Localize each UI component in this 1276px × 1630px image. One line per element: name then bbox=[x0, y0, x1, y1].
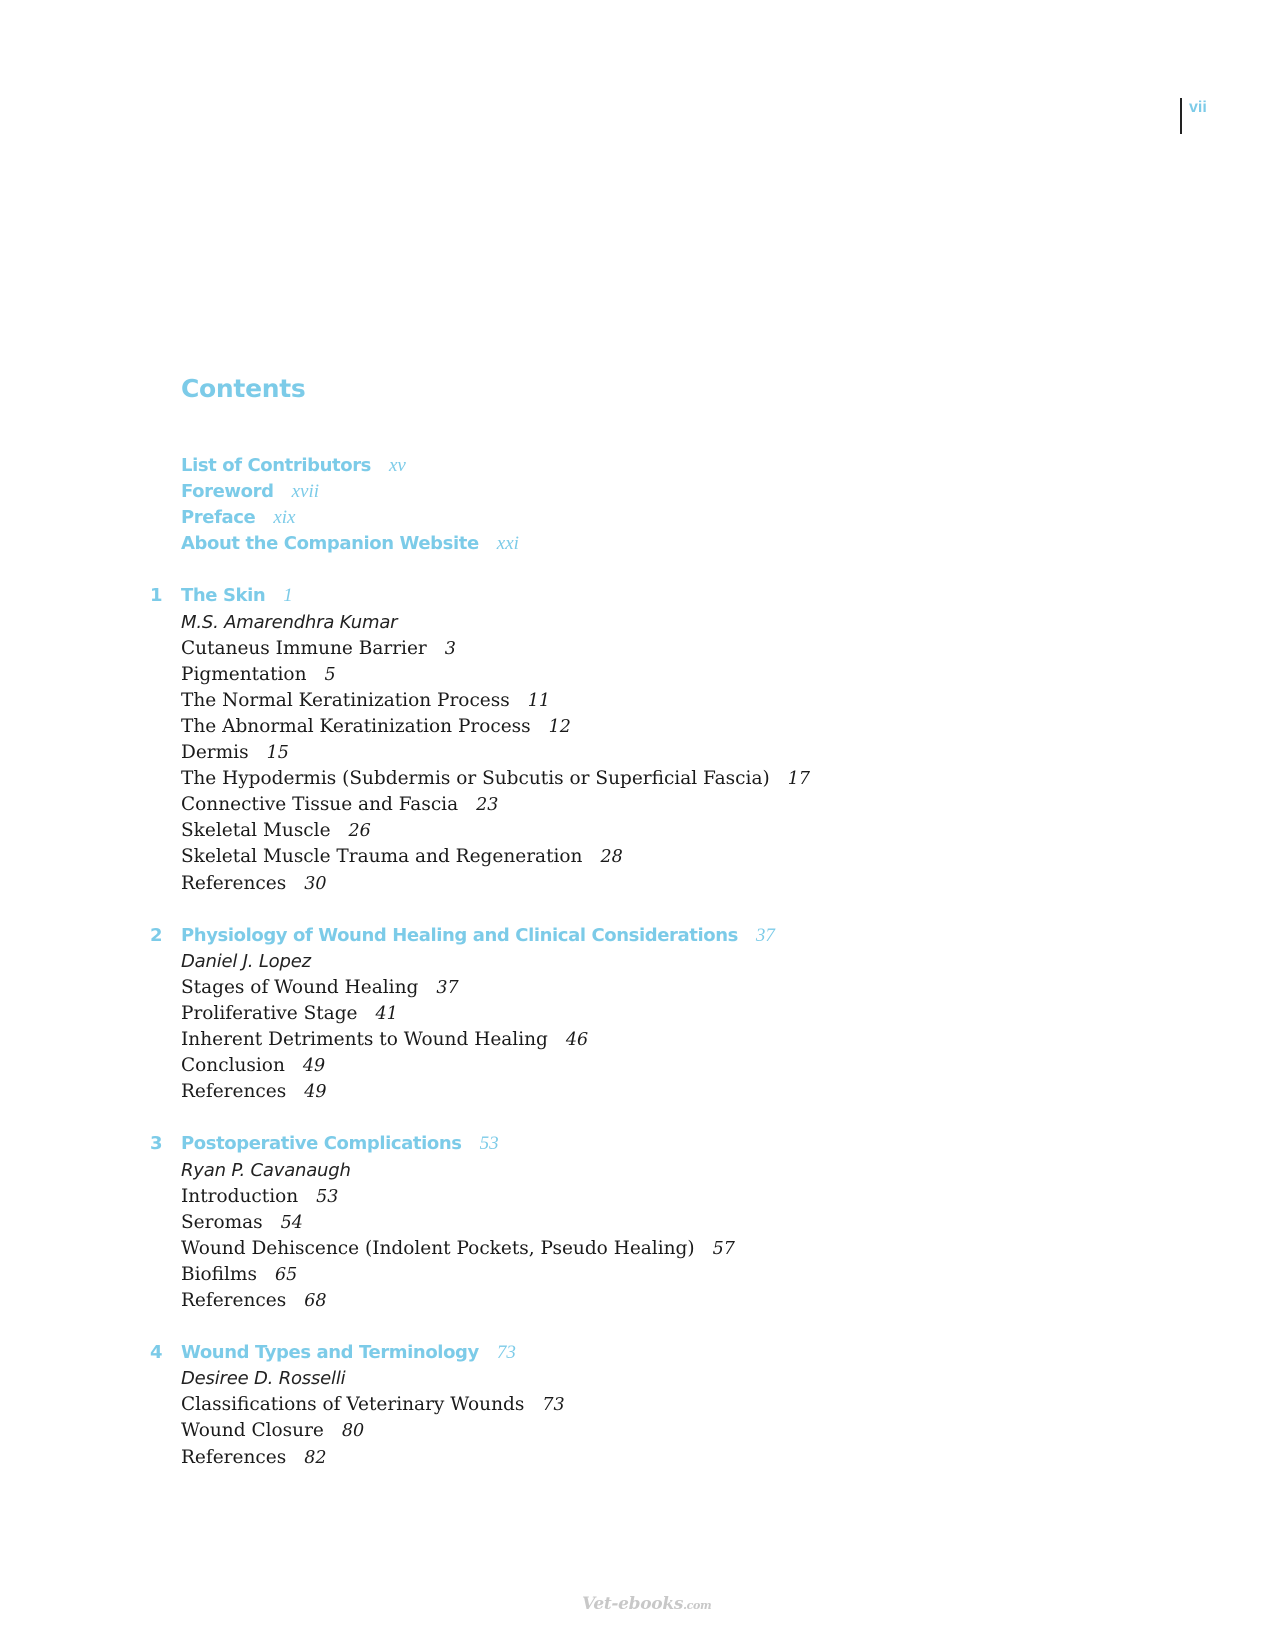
author-entry bbox=[181, 610, 397, 637]
section-item bbox=[0, 1001, 1276, 1027]
chapter-entry bbox=[181, 1131, 499, 1158]
section-item bbox=[0, 844, 1276, 870]
section-title: References bbox=[181, 872, 287, 894]
section-page: 3 bbox=[444, 638, 456, 659]
front-matter-page: xxi bbox=[496, 533, 519, 555]
author-name: Ryan P. Cavanaugh bbox=[181, 1159, 351, 1181]
chapter-title: The Skin bbox=[181, 585, 266, 607]
section-entry bbox=[181, 1079, 326, 1106]
section-item bbox=[0, 1418, 1276, 1444]
section-page: 26 bbox=[348, 821, 371, 842]
section-entry bbox=[181, 1236, 735, 1263]
section-page: 68 bbox=[304, 1291, 327, 1311]
section-item bbox=[0, 688, 1276, 714]
section-title: Skeletal Muscle Trauma and Regeneration bbox=[181, 846, 583, 868]
section-page: 54 bbox=[280, 1212, 303, 1233]
section-page: 82 bbox=[304, 1447, 327, 1468]
section-page: 37 bbox=[436, 977, 459, 998]
section-page: 15 bbox=[266, 743, 289, 764]
section-entry bbox=[181, 1210, 303, 1237]
section-item bbox=[0, 740, 1276, 766]
front-matter-entry bbox=[181, 453, 406, 480]
chapter-entry bbox=[181, 583, 293, 610]
section-entry bbox=[181, 1053, 325, 1080]
section-item bbox=[0, 1184, 1276, 1210]
section-item bbox=[0, 871, 1276, 897]
section-entry bbox=[181, 662, 336, 689]
section-title: The Abnormal Keratinization Process bbox=[181, 715, 531, 737]
section-page: 57 bbox=[712, 1238, 735, 1259]
section-page: 49 bbox=[302, 1056, 326, 1077]
front-matter-item bbox=[0, 531, 1276, 557]
section-page: 11 bbox=[527, 690, 551, 711]
front-matter-page: xv bbox=[389, 455, 406, 476]
section-entry bbox=[181, 1262, 297, 1289]
section-title: Biofilms bbox=[181, 1263, 257, 1285]
section-page: 12 bbox=[548, 716, 571, 737]
section-page: 41 bbox=[375, 1003, 398, 1024]
chapter-title: Postoperative Complications bbox=[181, 1133, 462, 1155]
chapter-number: 2 bbox=[150, 924, 163, 946]
front-matter-page: xix bbox=[273, 507, 296, 529]
front-matter-entry bbox=[181, 479, 319, 506]
section-entry bbox=[181, 1445, 326, 1472]
front-matter-item bbox=[0, 453, 1276, 479]
front-matter-title: List of Contributors bbox=[181, 455, 371, 476]
chapter-author bbox=[0, 949, 1276, 975]
watermark-logo: Vet-ebooks.com bbox=[582, 1594, 712, 1614]
front-matter-page: xvii bbox=[291, 481, 320, 503]
author-entry bbox=[181, 1158, 351, 1185]
chapter-page: 37 bbox=[755, 924, 775, 946]
section-entry bbox=[181, 844, 623, 871]
page-number: vii bbox=[1180, 98, 1207, 134]
section-entry bbox=[181, 818, 371, 845]
spacer bbox=[0, 557, 1276, 583]
section-page: 65 bbox=[274, 1264, 298, 1285]
author-entry bbox=[181, 949, 311, 976]
section-title: Skeletal Muscle bbox=[181, 820, 331, 842]
spacer bbox=[0, 897, 1276, 923]
section-title: Classifications of Veterinary Wounds bbox=[181, 1394, 525, 1416]
section-item bbox=[0, 975, 1276, 1001]
chapter-heading bbox=[0, 583, 1276, 609]
front-matter-item bbox=[0, 505, 1276, 531]
section-title: Connective Tissue and Fascia bbox=[181, 794, 459, 816]
section-page: 46 bbox=[565, 1030, 589, 1051]
chapter-author bbox=[0, 1158, 1276, 1184]
section-title: Introduction bbox=[181, 1185, 299, 1207]
section-page: 73 bbox=[542, 1395, 565, 1416]
section-entry bbox=[181, 766, 810, 793]
author-entry bbox=[181, 1366, 345, 1393]
chapter-author bbox=[0, 610, 1276, 636]
section-page: 80 bbox=[341, 1421, 365, 1442]
section-page: 17 bbox=[787, 769, 810, 790]
section-entry bbox=[181, 714, 571, 741]
chapter-heading bbox=[0, 923, 1276, 949]
section-item bbox=[0, 662, 1276, 688]
section-page: 49 bbox=[304, 1082, 327, 1103]
chapter-page: 1 bbox=[283, 585, 293, 607]
section-entry bbox=[181, 1288, 326, 1315]
section-entry bbox=[181, 688, 550, 715]
spacer bbox=[0, 1105, 1276, 1131]
section-title: References bbox=[181, 1081, 287, 1103]
section-page: 5 bbox=[324, 664, 336, 685]
author-name: Desiree D. Rosselli bbox=[181, 1368, 346, 1390]
section-entry bbox=[181, 636, 456, 663]
spacer bbox=[0, 1314, 1276, 1340]
chapter-number: 1 bbox=[150, 585, 163, 607]
section-title: Dermis bbox=[181, 742, 249, 764]
front-matter-entry bbox=[181, 531, 519, 558]
contents-heading: Contents bbox=[181, 374, 306, 403]
section-item bbox=[0, 1079, 1276, 1105]
chapter-page: 73 bbox=[496, 1342, 516, 1364]
chapter-title: Physiology of Wound Healing and Clinical Considerations bbox=[181, 924, 738, 946]
chapter-number: 4 bbox=[150, 1342, 163, 1364]
section-title: Wound Closure bbox=[181, 1420, 324, 1442]
section-title: Proliferative Stage bbox=[181, 1002, 358, 1024]
table-of-contents bbox=[0, 453, 1276, 1471]
chapter-title: Wound Types and Terminology bbox=[181, 1342, 479, 1364]
section-title: The Normal Keratinization Process bbox=[181, 689, 510, 711]
section-item bbox=[0, 818, 1276, 844]
front-matter-entry bbox=[181, 505, 296, 532]
section-item bbox=[0, 1288, 1276, 1314]
section-page: 28 bbox=[600, 847, 623, 868]
chapter-entry bbox=[181, 923, 775, 950]
section-entry bbox=[181, 1418, 364, 1445]
section-item bbox=[0, 1392, 1276, 1418]
section-title: Stages of Wound Healing bbox=[181, 976, 419, 998]
section-entry bbox=[181, 792, 498, 819]
section-title: Inherent Detriments to Wound Healing bbox=[181, 1029, 548, 1051]
author-name: Daniel J. Lopez bbox=[181, 950, 311, 972]
section-item bbox=[0, 714, 1276, 740]
section-title: References bbox=[181, 1290, 287, 1311]
section-page: 53 bbox=[316, 1186, 339, 1207]
section-entry bbox=[181, 1184, 338, 1211]
section-title: References bbox=[181, 1446, 287, 1468]
section-item bbox=[0, 1210, 1276, 1236]
front-matter-title: About the Companion Website bbox=[181, 533, 479, 555]
section-item bbox=[0, 766, 1276, 792]
section-title: The Hypodermis (Subdermis or Subcutis or Superficial Fascia) bbox=[181, 768, 770, 790]
section-entry bbox=[181, 975, 459, 1002]
section-item bbox=[0, 1262, 1276, 1288]
chapter-number: 3 bbox=[150, 1133, 163, 1155]
section-title: Conclusion bbox=[181, 1055, 285, 1077]
section-entry bbox=[181, 740, 289, 767]
section-page: 23 bbox=[476, 795, 499, 816]
chapter-heading bbox=[0, 1131, 1276, 1157]
front-matter-title: Preface bbox=[181, 507, 256, 529]
section-title: Pigmentation bbox=[181, 663, 307, 685]
section-item bbox=[0, 636, 1276, 662]
section-page: 30 bbox=[304, 873, 327, 894]
chapter-entry bbox=[181, 1340, 516, 1367]
section-item bbox=[0, 792, 1276, 818]
section-title: Cutaneus Immune Barrier bbox=[181, 637, 427, 659]
section-item bbox=[0, 1027, 1276, 1053]
front-matter-item bbox=[0, 479, 1276, 505]
section-entry bbox=[181, 1027, 588, 1054]
section-item bbox=[0, 1053, 1276, 1079]
section-item bbox=[0, 1445, 1276, 1471]
chapter-page: 53 bbox=[479, 1133, 499, 1155]
section-item bbox=[0, 1236, 1276, 1262]
section-title: Wound Dehiscence (Indolent Pockets, Pseudo Healing) bbox=[181, 1237, 695, 1259]
section-title: Seromas bbox=[181, 1211, 263, 1233]
front-matter-title: Foreword bbox=[181, 481, 274, 503]
chapter-heading bbox=[0, 1340, 1276, 1366]
section-entry bbox=[181, 1001, 398, 1028]
section-entry bbox=[181, 871, 326, 898]
author-name: M.S. Amarendhra Kumar bbox=[181, 611, 398, 633]
chapter-author bbox=[0, 1366, 1276, 1392]
section-entry bbox=[181, 1392, 565, 1419]
